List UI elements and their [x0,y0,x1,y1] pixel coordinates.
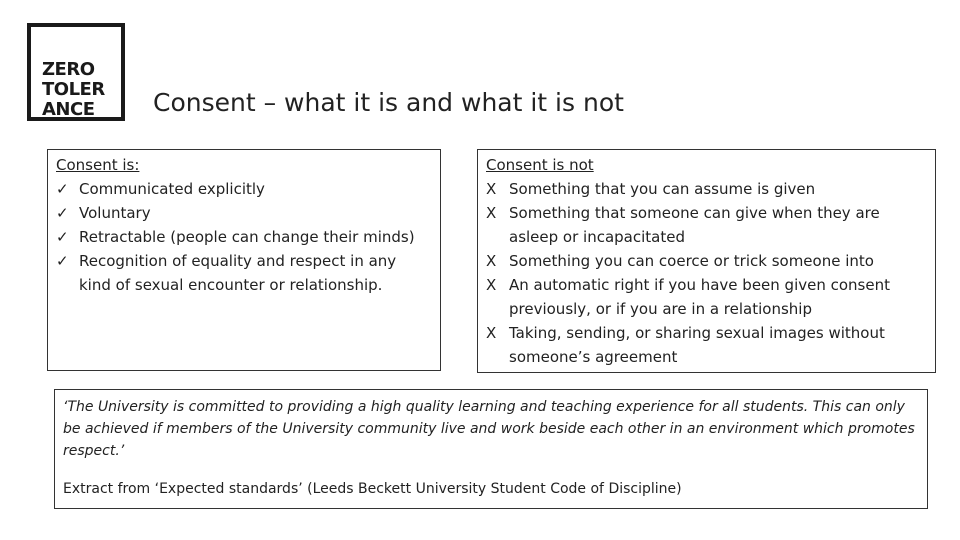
check-icon: ✓ [56,228,69,246]
list-item-text: Something that you can assume is given [509,180,816,198]
consent-is-heading: Consent is: [56,156,140,174]
consent-is-not-box [477,149,936,373]
cross-icon: X [486,204,497,222]
list-item [56,201,432,225]
cross-icon: X [486,276,497,294]
logo-line: ZERO [42,59,95,80]
check-icon: ✓ [56,180,69,198]
list-item-text: Something that someone can give when they are asleep or incapacitated [509,204,880,246]
consent-is-not-list [486,177,927,369]
cross-icon: X [486,180,497,198]
logo-line: TOLER [42,79,105,100]
list-item [56,249,432,297]
university-quote: ‘The University is committed to providing a high quality learning and teaching experience for all students. This can only be achieved if members of the University community live and work beside each other in an environment which promotes respect.’ [63,399,915,459]
list-item [56,177,432,201]
logo-line: ANCE [42,99,95,120]
list-item-text: Taking, sending, or sharing sexual images without someone’s agreement [509,324,885,366]
logo-wordmark [42,60,105,120]
list-item [56,225,432,249]
check-icon: ✓ [56,204,69,222]
zero-tolerance-logo [27,23,125,121]
list-item-text: An automatic right if you have been given consent previously, or if you are in a relationship [509,276,890,318]
consent-is-list [56,177,432,297]
slide-title: Consent – what it is and what it is not [153,88,624,117]
list-item-text: Retractable (people can change their minds) [79,228,415,246]
quote-source: Extract from ‘Expected standards’ (Leeds Beckett University Student Code of Discipline) [63,481,682,497]
consent-is-box [47,149,441,371]
list-item-text: Something you can coerce or trick someone into [509,252,874,270]
cross-icon: X [486,324,497,342]
list-item [486,273,927,321]
quote-box [54,389,928,509]
list-item [486,321,927,369]
check-icon: ✓ [56,252,69,270]
list-item [486,201,927,249]
list-item [486,177,927,201]
consent-is-not-heading: Consent is not [486,156,594,174]
list-item-text: Voluntary [79,204,151,222]
list-item [486,249,927,273]
cross-icon: X [486,252,497,270]
list-item-text: Recognition of equality and respect in any kind of sexual encounter or relationship. [79,252,397,294]
list-item-text: Communicated explicitly [79,180,265,198]
